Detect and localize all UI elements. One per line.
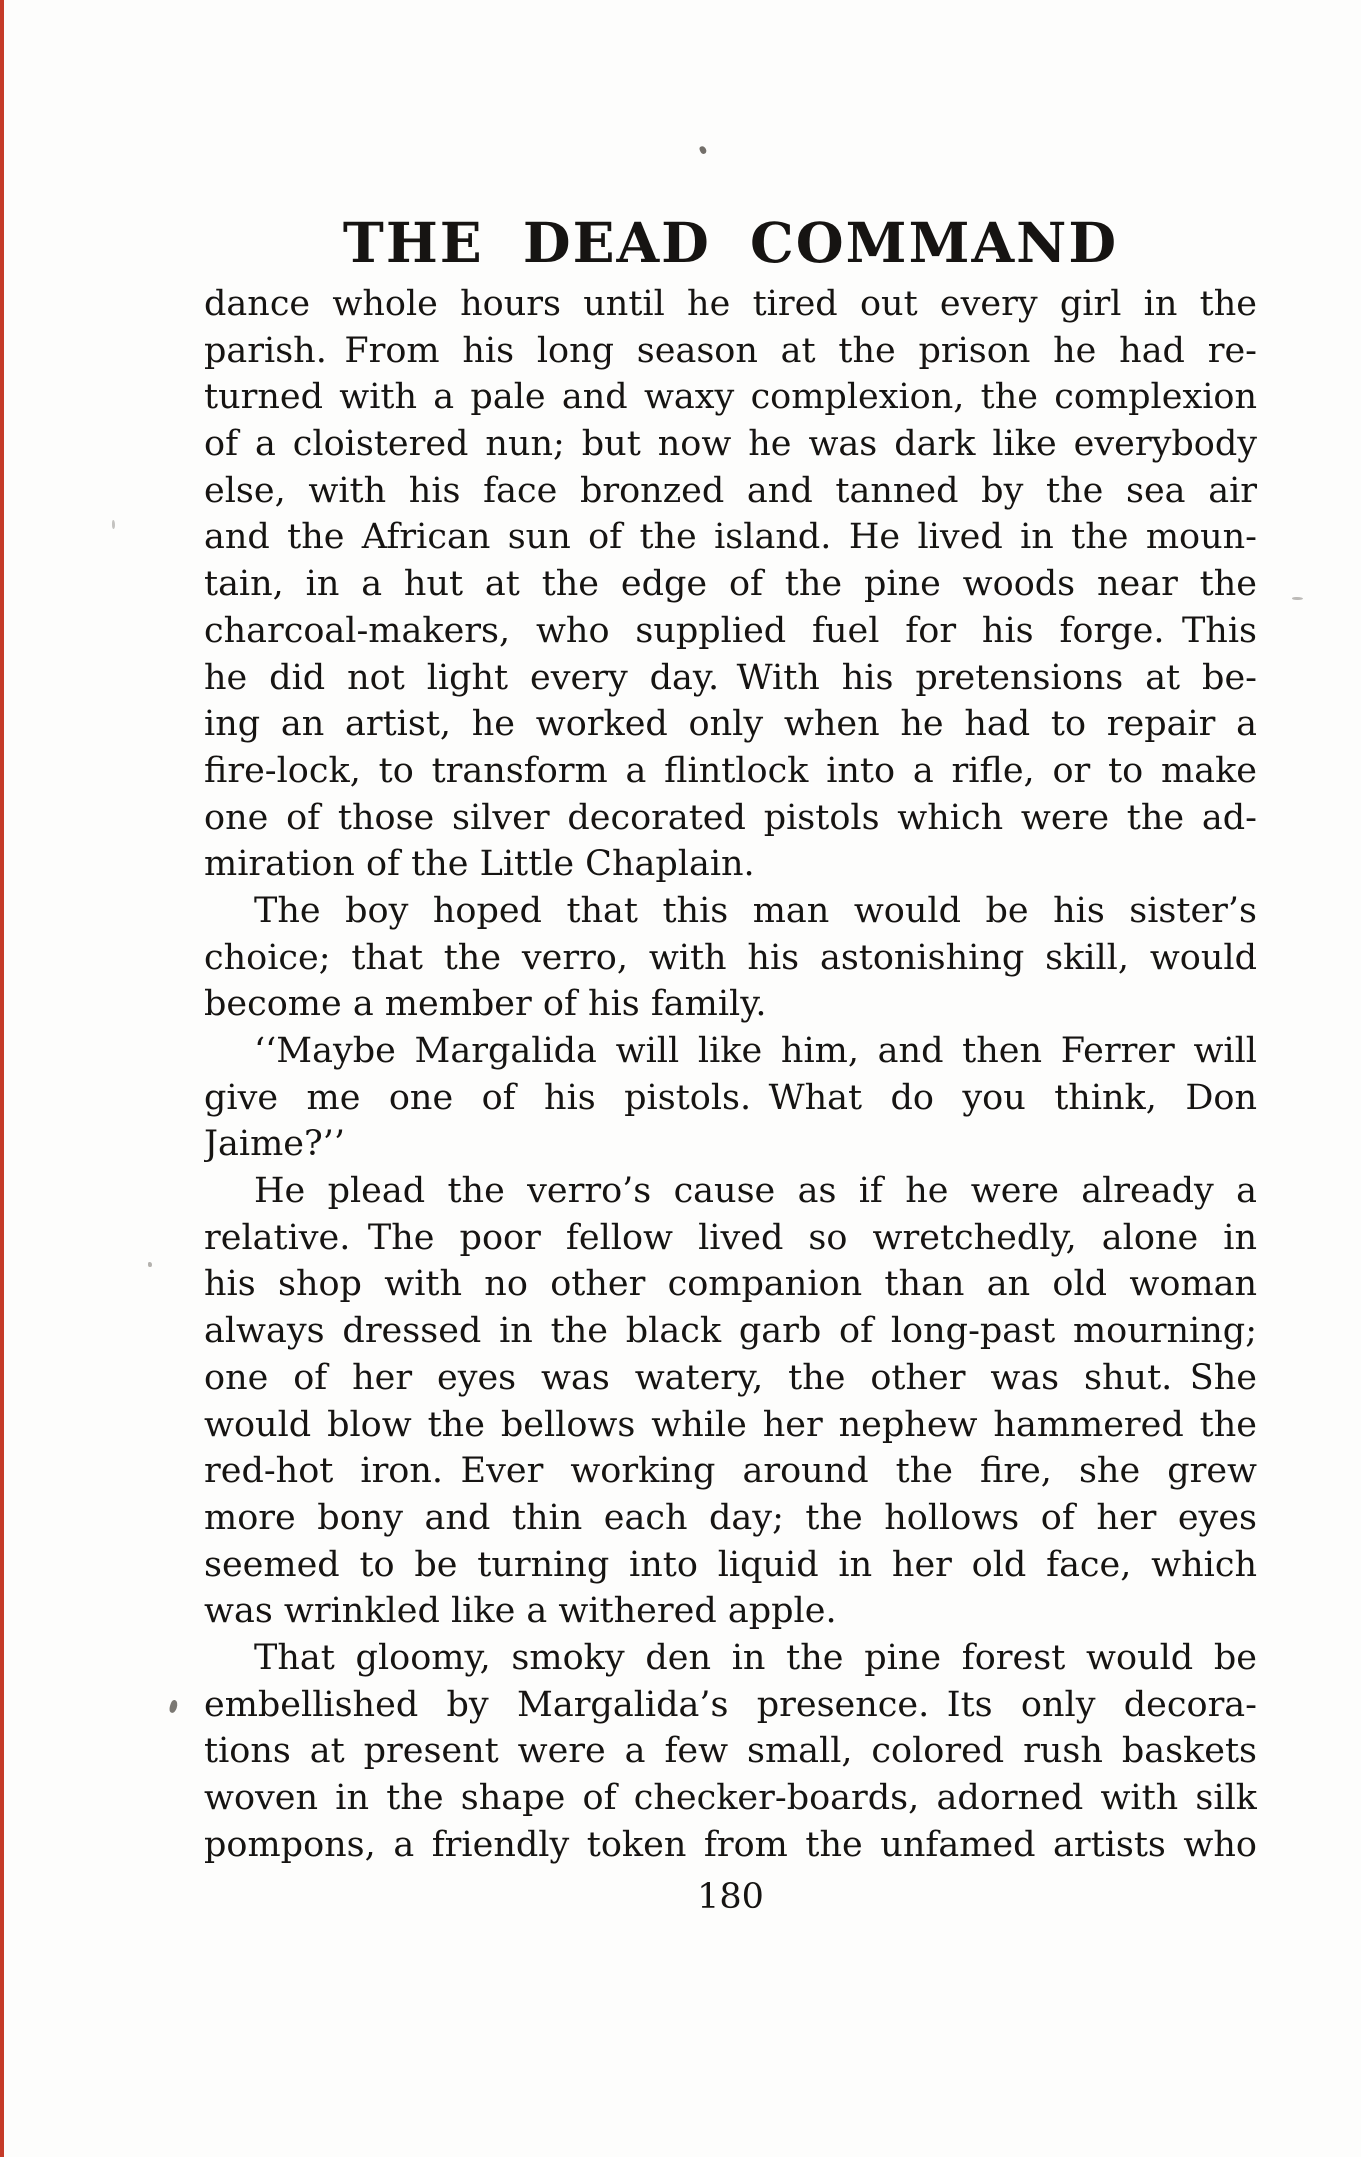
scan-speck	[1292, 597, 1303, 600]
text-line: embellished by Margalida’s presence. Its only decora-	[204, 1684, 1257, 1725]
text-line: become a member of his family.	[204, 984, 767, 1025]
text-line: more bony and thin each day; the hollows of her eyes	[204, 1497, 1257, 1538]
text-line: he did not light every day. With his pretensions at be-	[204, 657, 1257, 698]
text-line: else, with his face bronzed and tanned by the sea air	[204, 470, 1257, 511]
text-line: charcoal-makers, who supplied fuel for his forge. This	[204, 610, 1257, 651]
text-line: give me one of his pistols. What do you think, Don	[204, 1077, 1257, 1118]
text-line: always dressed in the black garb of long-past mourning;	[204, 1311, 1257, 1352]
text-line: He plead the verro’s cause as if he were already a	[254, 1171, 1257, 1212]
text-line: woven in the shape of checker-boards, adorned with silk	[204, 1778, 1257, 1818]
scan-speck	[112, 520, 115, 529]
text-line: miration of the Little Chaplain.	[204, 844, 755, 885]
text-line: one of those silver decorated pistols which were the ad-	[204, 797, 1257, 838]
text-line: That gloomy, smoky den in the pine forest would be	[254, 1637, 1257, 1678]
text-line: and the African sun of the island. He lived in the moun-	[204, 517, 1257, 558]
text-line: fire-lock, to transform a flintlock into a rifle, or to make	[204, 750, 1257, 791]
text-line: his shop with no other companion than an old woman	[204, 1264, 1257, 1305]
text-line: parish. From his long season at the prison he had re-	[204, 330, 1257, 371]
text-line: seemed to be turning into liquid in her old face, which	[204, 1544, 1257, 1585]
text-line: was wrinkled like a withered apple.	[204, 1591, 837, 1632]
text-line: turned with a pale and waxy complexion, the complexion	[204, 377, 1257, 418]
text-line: tain, in a hut at the edge of the pine woods near the	[204, 564, 1257, 605]
text-line: red-hot iron. Ever working around the fire, she grew	[204, 1451, 1257, 1492]
text-line: tions at present were a few small, colored rush baskets	[204, 1731, 1257, 1772]
text-line: one of her eyes was watery, the other was shut. She	[204, 1357, 1257, 1398]
text-line: ‘‘Maybe Margalida will like him, and then Ferrer will	[254, 1031, 1257, 1071]
text-line: relative. The poor fellow lived so wretchedly, alone in	[204, 1217, 1257, 1258]
text-line: ing an artist, he worked only when he had to repair a	[204, 704, 1257, 745]
text-line: The boy hoped that this man would be his sister’s	[254, 890, 1257, 931]
text-line: of a cloistered nun; but now he was dark like everybody	[204, 424, 1257, 465]
scan-edge-red-line	[0, 0, 4, 2157]
scan-speck	[168, 1699, 179, 1714]
text-line: Jaime?’’	[204, 1124, 346, 1165]
scan-speck	[148, 1262, 152, 1267]
page-title: THE DEAD COMMAND	[342, 210, 1119, 275]
text-block	[204, 281, 1257, 1868]
text-line: would blow the bellows while her nephew hammered the	[204, 1404, 1257, 1445]
scan-speck	[699, 145, 708, 155]
text-line: pompons, a friendly token from the unfamed artists who	[204, 1824, 1257, 1865]
page-number: 180	[697, 1877, 764, 1917]
text-line: dance whole hours until he tired out every girl in the	[204, 284, 1257, 324]
text-line: choice; that the verro, with his astonishing skill, would	[204, 937, 1257, 978]
